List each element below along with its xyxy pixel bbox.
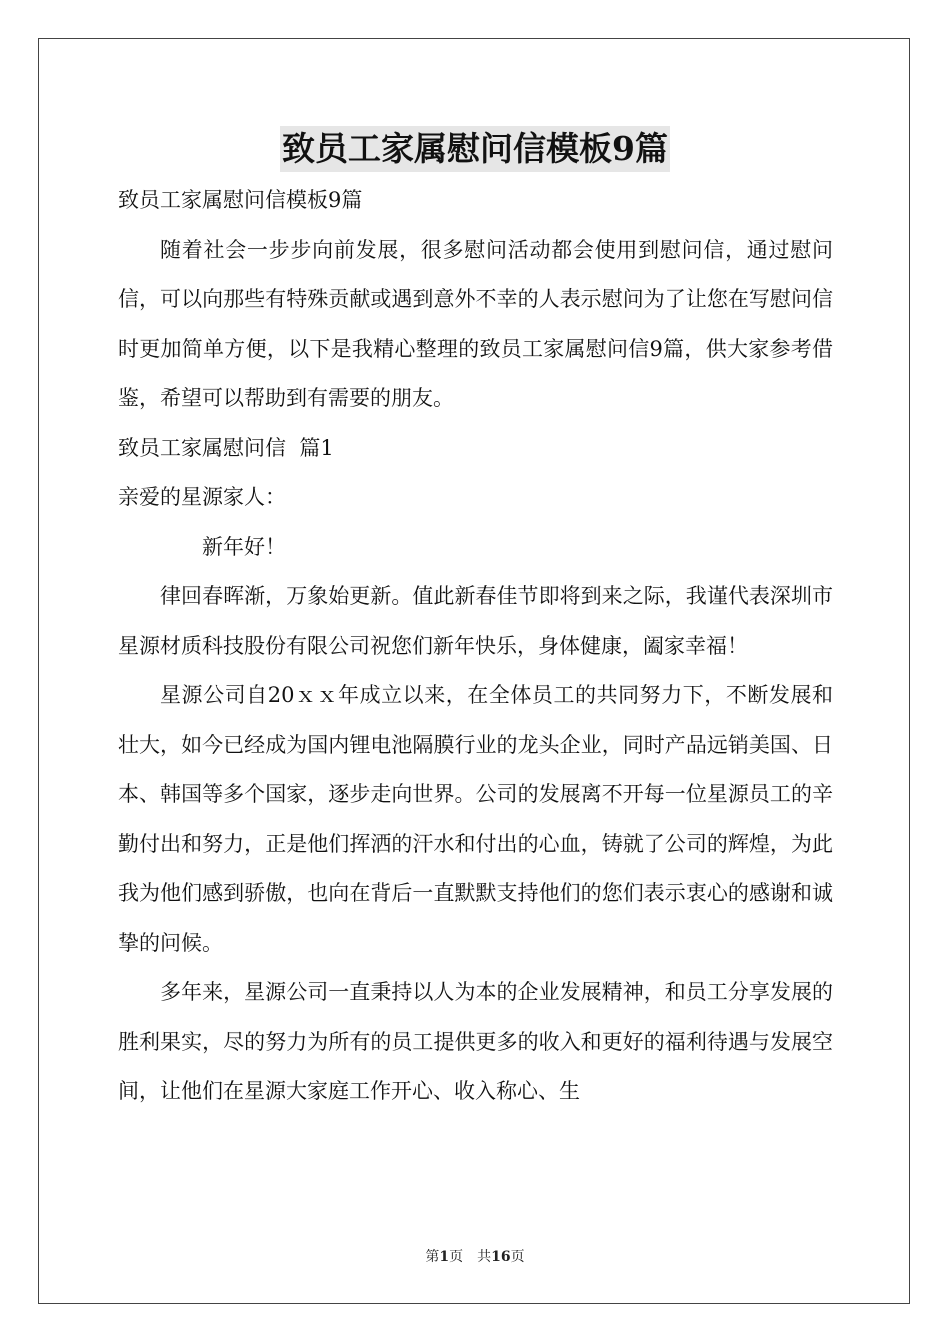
document-title: 致员工家属慰问信模板9篇 <box>280 126 670 172</box>
salutation: 亲爱的星源家人： <box>118 485 286 509</box>
total-suffix: 页 <box>510 1249 525 1265</box>
document-subtitle: 致员工家属慰问信模板9篇 <box>118 188 363 212</box>
intro-paragraph: 随着社会一步步向前发展，很多慰问活动都会使用到慰问信，通过慰问信，可以向那些有特殊贡献或遇到意外不幸的人表示慰问为了让您在写慰问信时更加简单方便，以下是我精心整理的致员工家属慰问信9篇，供大家参考借鉴，希望可以帮助到有需要的朋友。 <box>118 237 833 410</box>
greeting: 新年好！ <box>202 534 286 559</box>
title-container <box>0 126 950 172</box>
total-pages: 16 <box>491 1249 511 1265</box>
body-paragraph-2: 星源公司自20ｘｘ年成立以来，在全体员工的共同努力下，不断发展和壮大，如今已经成为国内锂电池隔膜行业的龙头企业，同时产品远销美国、日本、韩国等多个国家，逐步走向世界。公司的发展离不开每一位星源员工的辛勤付出和努力，正是他们挥洒的汗水和付出的心血，铸就了公司的辉煌，为此我为他们感到骄傲，也向在背后一直默默支持他们的您们表示衷心的感谢和诚挚的问候。 <box>118 683 833 955</box>
body-paragraph-1: 律回春晖渐，万象始更新。值此新春佳节即将到来之际，我谨代表深圳市星源材质科技股份有限公司祝您们新年快乐，身体健康，阖家幸福！ <box>118 584 833 658</box>
page-suffix: 页 <box>449 1249 464 1265</box>
document-body <box>118 176 833 1117</box>
page-footer <box>0 1247 950 1267</box>
total-prefix: 共 <box>477 1249 492 1265</box>
page-prefix: 第 <box>425 1249 440 1265</box>
page-current: 1 <box>439 1249 450 1265</box>
section-heading: 致员工家属慰问信 篇1 <box>118 435 334 460</box>
body-paragraph-3: 多年来，星源公司一直秉持以人为本的企业发展精神，和员工分享发展的胜利果实，尽的努力为所有的员工提供更多的收入和更好的福利待遇与发展空间，让他们在星源大家庭工作开心、收入称心、生 <box>118 980 833 1103</box>
